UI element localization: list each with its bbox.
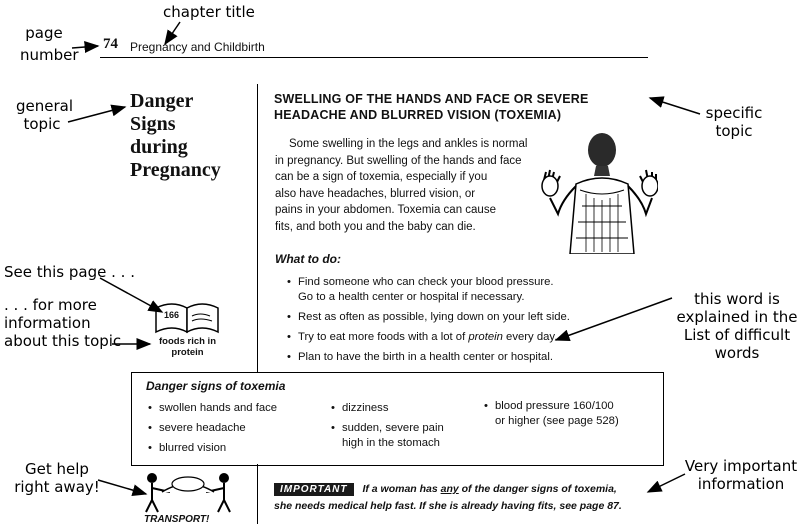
list-item bbox=[285, 275, 665, 305]
important-note bbox=[274, 481, 659, 515]
annotation-word-explained-line3: List of difficult bbox=[683, 326, 791, 344]
transport-illustration bbox=[140, 466, 236, 514]
annotation-get-help-line2: right away! bbox=[14, 478, 100, 496]
book-reference-caption-line2: protein bbox=[171, 347, 204, 358]
annotation-get-help-line1: Get help bbox=[25, 460, 89, 478]
annotation-specific-topic bbox=[702, 104, 766, 140]
list-item: • blurred vision bbox=[146, 441, 326, 456]
specific-topic-line2: HEADACHE AND BLURRED VISION (TOXEMIA) bbox=[274, 108, 562, 122]
general-topic-line2: Signs bbox=[130, 113, 176, 135]
annotation-specific-topic-line2: topic bbox=[715, 122, 753, 140]
danger-box-col3-line2: or higher (see page 528) bbox=[495, 415, 619, 427]
general-topic-line3: during bbox=[130, 136, 188, 158]
annotation-word-explained-line4: words bbox=[714, 344, 760, 362]
transport-label: TRANSPORT! bbox=[144, 514, 210, 525]
annotation-general-topic bbox=[16, 97, 74, 133]
list-item: • severe headache bbox=[146, 421, 326, 436]
danger-box-col2-item2-line2: high in the stomach bbox=[342, 437, 440, 449]
what-to-do-title: What to do: bbox=[275, 252, 341, 266]
general-topic bbox=[130, 90, 221, 182]
annotation-very-important-line1: Very important bbox=[684, 457, 798, 475]
annotation-more-info-line1: . . . for more bbox=[4, 296, 97, 314]
general-topic-line1: Danger bbox=[130, 90, 194, 112]
page-number: 74 bbox=[103, 36, 118, 52]
what-to-do-item3-pre: Try to eat more foods with a lot of bbox=[298, 331, 469, 343]
danger-box-col2-item2-line1: • sudden, severe pain bbox=[342, 422, 444, 434]
column-divider-lower bbox=[257, 464, 258, 524]
list-item: • dizziness bbox=[329, 401, 479, 416]
what-to-do-list bbox=[285, 275, 665, 370]
intro-line3: can be a sign of toxemia, especially if you bbox=[275, 171, 488, 183]
specific-topic-line1: SWELLING OF THE HANDS AND FACE OR SEVERE bbox=[274, 92, 589, 106]
arrow-get-help bbox=[98, 480, 146, 494]
annotation-page-number-line2: number bbox=[20, 46, 79, 64]
annotation-more-info bbox=[4, 296, 121, 350]
book-reference-caption bbox=[150, 336, 225, 358]
danger-box-col2 bbox=[329, 401, 479, 456]
list-item bbox=[285, 330, 665, 345]
danger-signs-box bbox=[131, 372, 664, 466]
list-item bbox=[285, 310, 665, 325]
list-item bbox=[482, 399, 657, 429]
annotation-specific-topic-line1: specific bbox=[705, 104, 763, 122]
intro-line5: pains in your abdomen. Toxemia can cause bbox=[275, 204, 496, 216]
annotation-see-page: See this page . . . bbox=[4, 263, 135, 281]
list-item bbox=[285, 350, 665, 365]
danger-box-col3-line1: • blood pressure 160/100 bbox=[495, 400, 614, 412]
important-label: IMPORTANT bbox=[274, 483, 354, 496]
column-divider bbox=[257, 84, 258, 372]
important-any: any bbox=[440, 483, 459, 495]
book-reference[interactable] bbox=[150, 296, 225, 366]
important-line1 bbox=[274, 481, 659, 498]
intro-paragraph bbox=[275, 136, 527, 235]
danger-box-col3 bbox=[482, 399, 657, 434]
open-book-icon bbox=[150, 296, 225, 336]
woman-illustration bbox=[540, 128, 658, 254]
annotation-get-help bbox=[14, 460, 100, 496]
annotation-word-explained bbox=[676, 290, 798, 362]
danger-box-title: Danger signs of toxemia bbox=[146, 379, 286, 393]
arrow-general-topic bbox=[68, 107, 125, 122]
danger-box-col1 bbox=[146, 401, 326, 461]
annotation-more-info-line3: about this topic bbox=[4, 332, 122, 350]
annotation-word-explained-line2: explained in the bbox=[676, 308, 798, 326]
annotation-very-important bbox=[683, 457, 799, 493]
protein-term[interactable]: protein bbox=[468, 331, 503, 343]
what-to-do-item1-line1: • Find someone who can check your blood pressure. bbox=[298, 276, 554, 288]
annotation-page-number bbox=[20, 24, 79, 64]
annotation-word-explained-line1: this word is bbox=[694, 290, 780, 308]
book-reference-page: 166 bbox=[164, 310, 180, 320]
annotation-page-number-line1: page bbox=[25, 24, 63, 42]
annotation-more-info-line2: information bbox=[4, 314, 91, 332]
annotation-general-topic-line2: topic bbox=[23, 115, 61, 133]
general-topic-line4: Pregnancy bbox=[130, 159, 221, 181]
intro-line1: Some swelling in the legs and ankles is normal bbox=[289, 138, 528, 150]
important-line1-post: of the danger signs of toxemia, bbox=[458, 483, 617, 495]
annotation-very-important-line2: information bbox=[697, 475, 785, 493]
intro-line6: fits, and both you and the baby can die. bbox=[275, 220, 476, 233]
list-item bbox=[329, 421, 479, 451]
arrow-specific-topic bbox=[650, 98, 700, 114]
annotation-chapter-title: chapter title bbox=[163, 3, 255, 21]
what-to-do-item3-post: every day. bbox=[502, 331, 558, 343]
header-rule bbox=[100, 57, 648, 58]
specific-topic bbox=[274, 91, 589, 123]
what-to-do-item1-line2: Go to a health center or hospital if necessary. bbox=[298, 291, 525, 303]
important-line1-pre: If a woman has bbox=[362, 483, 441, 495]
what-to-do-item4: Plan to have the birth in a health center or hospital. bbox=[298, 351, 553, 363]
annotation-general-topic-line1: general bbox=[16, 97, 74, 115]
book-reference-caption-line1: foods rich in bbox=[159, 336, 216, 347]
important-line2: she needs medical help fast. If she is already having fits, see page 87. bbox=[274, 500, 622, 512]
chapter-title: Pregnancy and Childbirth bbox=[130, 40, 265, 54]
list-item: • swollen hands and face bbox=[146, 401, 326, 416]
intro-line2: in pregnancy. But swelling of the hands and face bbox=[275, 154, 522, 167]
intro-line4: also have headaches, blurred vision, or bbox=[275, 187, 476, 200]
what-to-do-item2: Rest as often as possible, lying down on your left side. bbox=[298, 311, 570, 323]
